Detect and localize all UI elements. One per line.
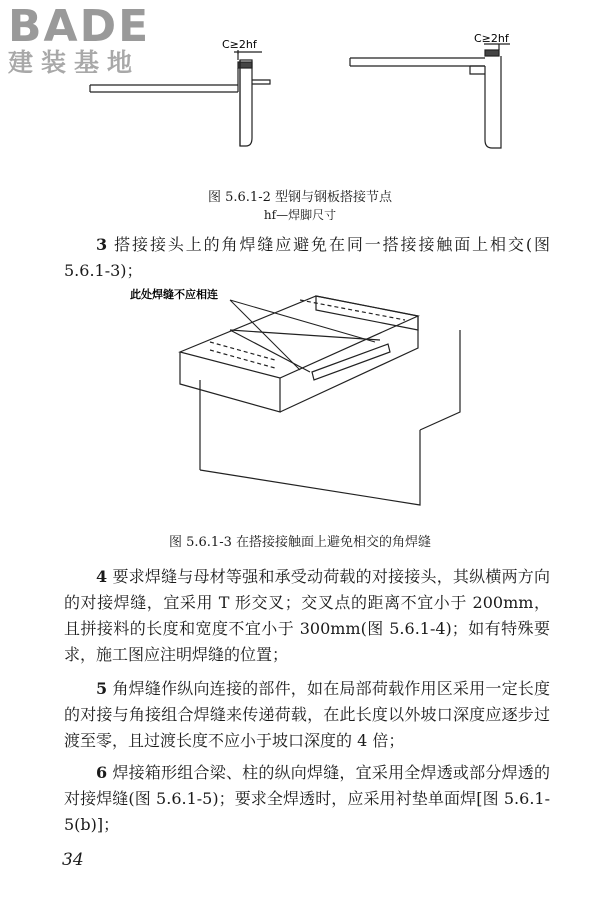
item-text: 搭接接头上的角焊缝应避免在同一搭接接触面上相交(图 5.6.1-3)； <box>64 235 550 280</box>
item-number: 5 <box>96 679 108 698</box>
left-lap-detail <box>90 50 270 146</box>
logo-main: BADE <box>8 1 151 52</box>
paragraph-item-3 <box>64 232 550 284</box>
figure-fillet-weld-diagram <box>0 280 600 520</box>
item-number: 6 <box>96 763 108 782</box>
item-text: 角焊缝作纵向连接的部件，如在局部荷载作用区采用一定长度的对接与角接组合焊缝来传递荷载，在此长度以外坡口深度应逐步过渡至零，且过渡长度不应小于坡口深度的 4 倍； <box>64 679 550 750</box>
girder-isometric <box>180 296 460 505</box>
weld-callout: 此处焊缝不应相连 <box>130 288 218 301</box>
page-number: 34 <box>62 850 84 870</box>
item-text: 要求焊缝与母材等强和承受动荷载的对接接头，其纵横两方向的对接焊缝，宜采用 T 形交叉；交叉点的距离不宜小于 200mm，且拼接料的长度和宽度不宜小于 300mm(图 5.6.1-4)；如有特殊要求，施工图应注明焊缝的位置； <box>64 567 550 664</box>
right-lap-detail <box>350 44 510 148</box>
item-text: 焊接箱形组合梁、柱的纵向焊缝，宜采用全焊透或部分焊透的对接焊缝(图 5.6.1-5)；要求全焊透时，应采用衬垫单面焊[图 5.6.1-5(b)]； <box>64 763 550 834</box>
figure-caption-5-6-1-2: 图 5.6.1-2 型钢与钢板搭接节点 <box>207 190 392 205</box>
paragraph-item-5 <box>64 676 550 754</box>
figure-lap-joint-diagram <box>0 20 600 180</box>
c-label-right: C≥2hf <box>474 32 509 45</box>
item-number: 4 <box>96 567 108 586</box>
logo-sub: 建装基地 <box>8 48 141 77</box>
figure-note-hf: hf—焊脚尺寸 <box>263 208 337 222</box>
figure-caption-5-6-1-3: 图 5.6.1-3 在搭接接触面上避免相交的角焊缝 <box>168 535 431 550</box>
item-number: 3 <box>96 235 108 254</box>
paragraph-item-4 <box>64 564 550 668</box>
c-label-left: C≥2hf <box>222 38 257 51</box>
paragraph-item-6 <box>64 760 550 838</box>
